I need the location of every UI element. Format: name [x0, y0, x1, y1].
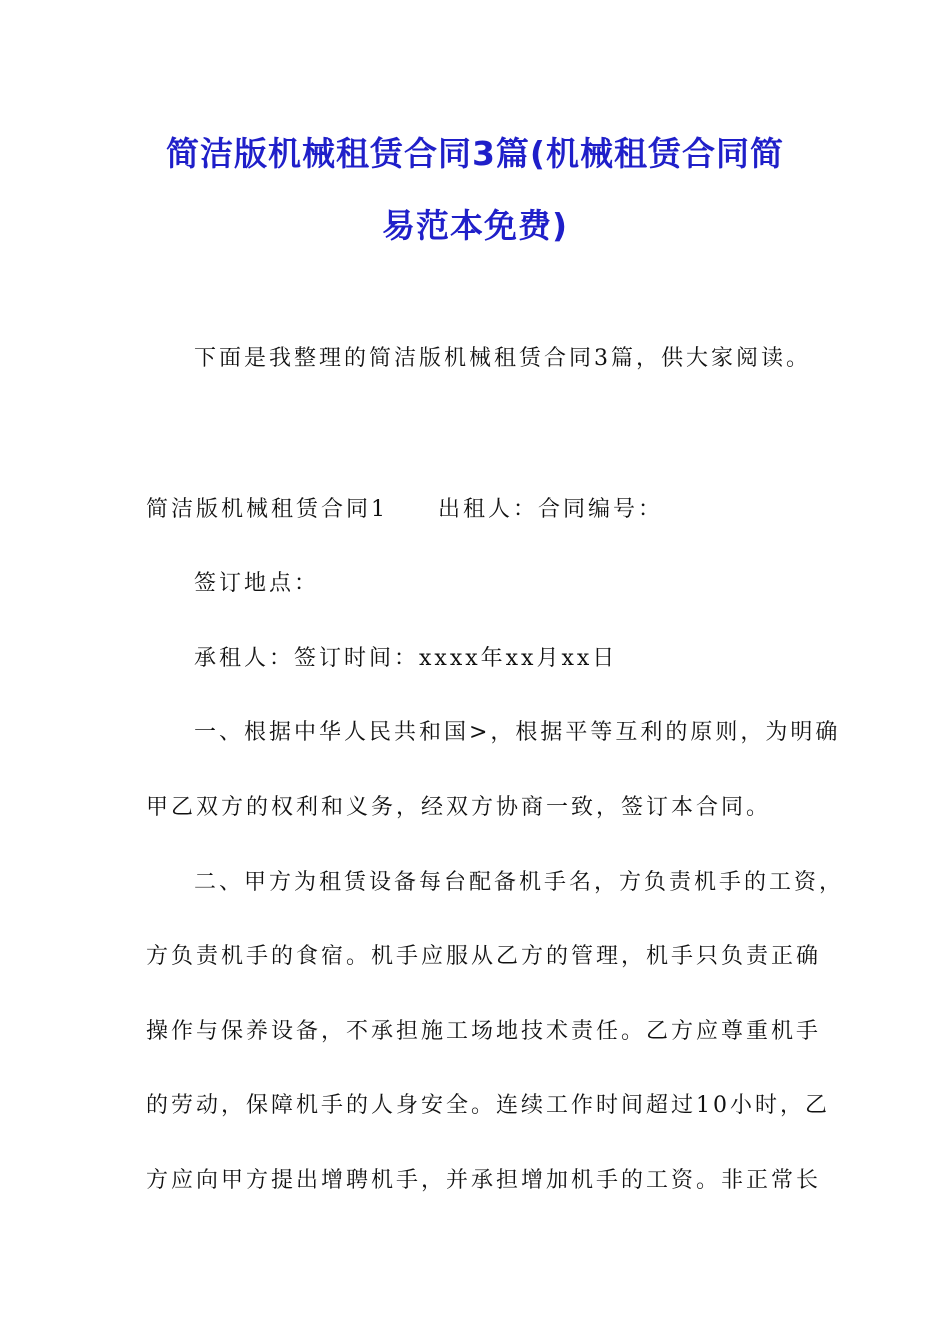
document-title-line-1: 简洁版机械租赁合同3篇(机械租赁合同简	[165, 134, 785, 173]
contract-1-header-line	[146, 495, 826, 525]
lessor-line: 出租人：合同编号：	[438, 497, 664, 522]
contract-1-heading: 简洁版机械租赁合同1	[146, 497, 388, 522]
clause-2-line-1: 二、甲方为租赁设备每台配备机手名，方负责机手的工资，	[194, 870, 845, 895]
document-title-line-2: 易范本免费)	[381, 206, 569, 245]
clause-2-line-3: 操作与保养设备，不承担施工场地技术责任。乙方应尊重机手	[146, 1019, 822, 1044]
clause-1-line-1: 一、根据中华人民共和国>，根据平等互利的原则，为明确	[194, 720, 841, 745]
clause-1-line-2: 甲乙双方的权利和义务，经双方协商一致，签订本合同。	[146, 795, 772, 820]
clause-2-line-2: 方负责机手的食宿。机手应服从乙方的管理，机手只负责正确	[146, 944, 822, 969]
clause-2-line-4: 的劳动，保障机手的人身安全。连续工作时间超过10小时，乙	[146, 1093, 830, 1118]
sign-place-line: 签订地点：	[194, 571, 320, 596]
lessee-line: 承租人：签订时间：xxxx年xx月xx日	[194, 646, 618, 671]
intro-paragraph: 下面是我整理的简洁版机械租赁合同3篇，供大家阅读。	[194, 346, 811, 371]
clause-2-line-5: 方应向甲方提出增聘机手，并承担增加机手的工资。非正常长	[146, 1168, 822, 1193]
